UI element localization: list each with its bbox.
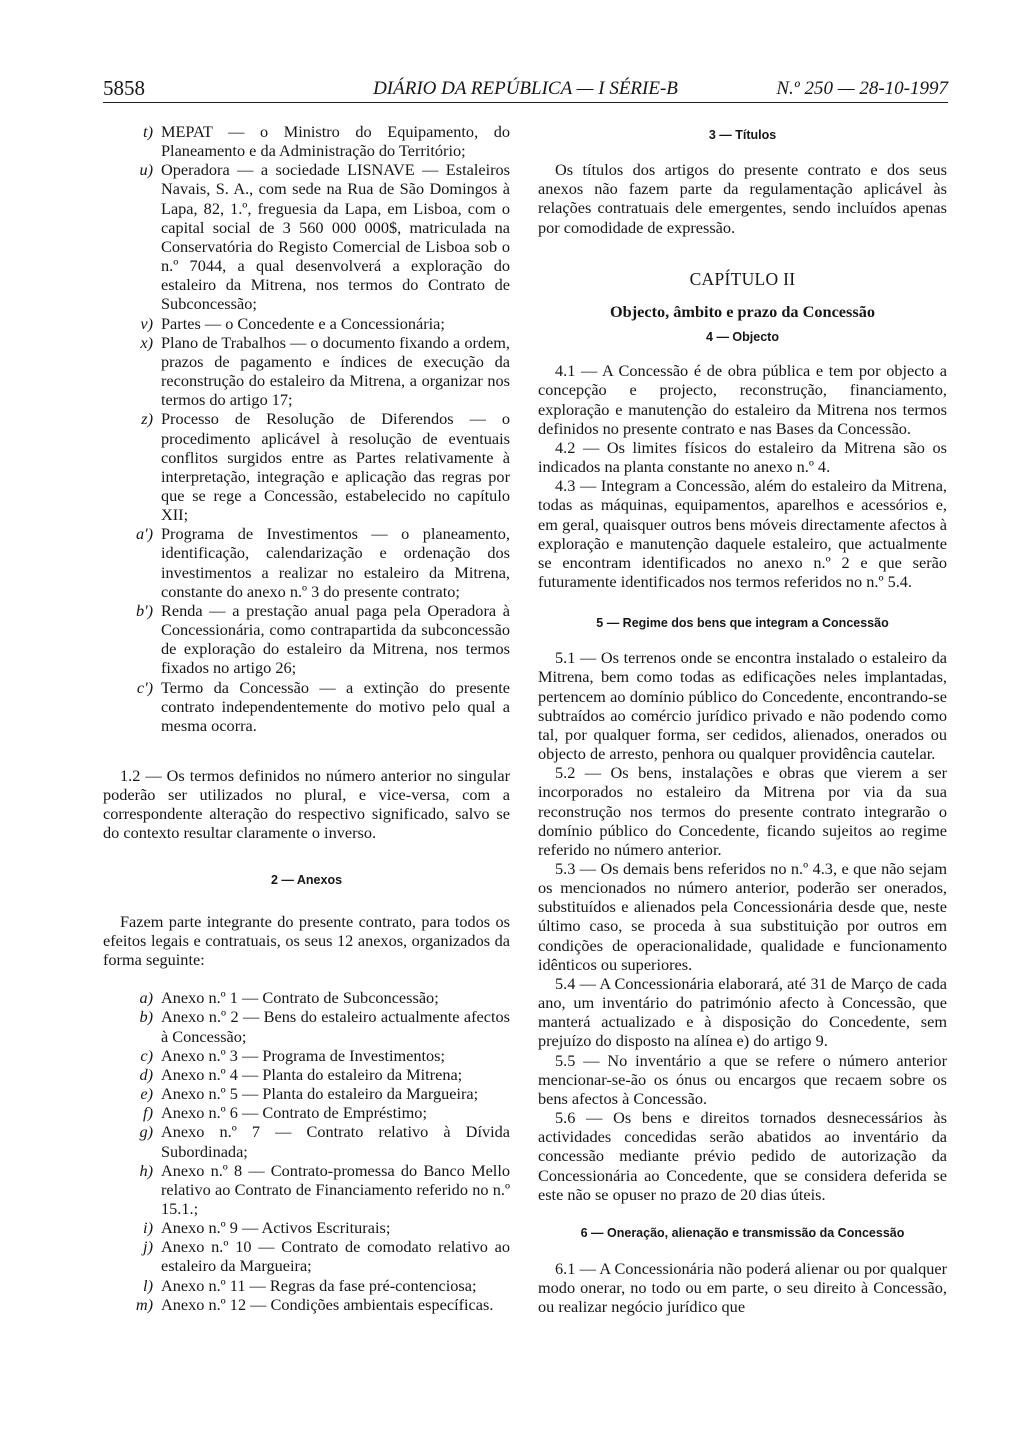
chapter-title: Objecto, âmbito e prazo da Concessão xyxy=(610,301,875,321)
item-label: b) xyxy=(139,1007,153,1027)
paragraph-4-3: 4.3 — Integram a Concessão, além do estaleiro da Mitrena, todas as máquinas, equipamentos, aparelhos e acessórios e, em geral, quaisquer outros bens móveis directamente afectos à exploração e manutenção daquele estaleiro, que actualmente se encontram identificados no anexo n.º 2 e que serão futuramente identificados nos termos referidos no n.º 5.4. xyxy=(538,476,947,591)
item-label: c) xyxy=(140,1045,153,1065)
item-label: a) xyxy=(139,988,153,1008)
item-label: e) xyxy=(140,1084,153,1104)
item-text: Programa de Investimentos — o planeamento, identificação, calendarização e ordenação dos investimentos a realizar no estaleiro da Mitrena, constante do anexo n.º 3 do presente contrato; xyxy=(161,524,510,601)
section-heading-regime: 5 — Regime dos bens que integram a Concessão xyxy=(596,616,889,631)
item-label: a') xyxy=(135,524,153,544)
item-text: Anexo n.º 1 — Contrato de Subconcessão; xyxy=(161,988,439,1008)
annex-item xyxy=(103,1295,510,1314)
item-label: t) xyxy=(143,122,153,141)
section-heading-objecto: 4 — Objecto xyxy=(706,330,779,345)
item-text: Partes — o Concedente e a Concessionária; xyxy=(161,313,445,333)
item-label: h) xyxy=(139,1160,153,1180)
item-text: Anexo n.º 10 — Contrato de comodato relativo ao estaleiro da Margueira; xyxy=(161,1237,510,1276)
annex-item xyxy=(103,1007,510,1045)
annex-item xyxy=(103,988,510,1007)
item-text: Processo de Resolução de Diferendos — o procedimento aplicável à resolução de eventuais conflitos surgidos entre as Partes relativamente à interpretação, integração e aplicação das regras por que se rege a Concessão, estabelecido no capítulo XII; xyxy=(161,409,510,525)
item-label: l) xyxy=(143,1275,153,1295)
annex-item xyxy=(103,1218,510,1237)
annex-item xyxy=(103,1276,510,1295)
item-label: x) xyxy=(140,332,153,352)
item-label: f) xyxy=(143,1103,153,1123)
item-label: m) xyxy=(135,1294,153,1314)
definition-item xyxy=(103,524,510,601)
definition-item xyxy=(103,160,510,313)
section-5-body xyxy=(538,648,947,1204)
definition-item xyxy=(103,314,510,333)
annex-item xyxy=(103,1122,510,1160)
right-column xyxy=(538,122,947,1316)
item-label: b') xyxy=(135,600,153,620)
item-text: Anexo n.º 3 — Programa de Investimentos; xyxy=(161,1045,446,1065)
definitions-list xyxy=(103,122,510,735)
item-label: c') xyxy=(136,677,153,697)
section-heading-titulos: 3 — Títulos xyxy=(708,128,777,142)
definition-item xyxy=(103,678,510,735)
paragraph-4-1: 4.1 — A Concessão é de obra pública e tem por objecto a concepção e projecto, reconstrução, financiamento, exploração e manutenção do estaleiro da Mitrena nos termos definidos no presente contrato e nas Bases da Concessão. xyxy=(538,361,947,438)
item-text: Anexo n.º 11 — Regras da fase pré-contenciosa; xyxy=(161,1275,477,1295)
annex-item xyxy=(103,1065,510,1084)
paragraph-5-3: 5.3 — Os demais bens referidos no n.º 4.3, e que não sejam os mencionados no número anterior, poderão ser onerados, substituídos e alienados pela Concessionária desde que, neste último caso, se proceda à sua substituição por outros em condições de operacionalidade, qualidade e funcionamento idênticos ou superiores. xyxy=(538,859,947,974)
paragraph-5-5: 5.5 — No inventário a que se refere o número anterior mencionar-se-ão os ónus ou encargos que recaem sobre os bens afectos à Concessão. xyxy=(538,1050,947,1108)
paragraph-5-4: 5.4 — A Concessionária elaborará, até 31 de Março de cada ano, um inventário do património afecto à Concessão, que manterá actualizado e à disposição do Concedente, sem prejuízo do disposto na alínea e) do artigo 9. xyxy=(538,973,947,1051)
item-label: u) xyxy=(139,160,153,180)
item-text: Termo da Concessão — a extinção do presente contrato independentemente do motivo pelo qual a mesma ocorra. xyxy=(161,677,510,735)
item-label: v) xyxy=(140,313,153,333)
item-text: Anexo n.º 4 — Planta do estaleiro da Mitrena; xyxy=(161,1064,463,1084)
item-text: Anexo n.º 2 — Bens do estaleiro actualmente afectos à Concessão; xyxy=(161,1007,510,1046)
annex-item xyxy=(103,1084,510,1103)
definition-item xyxy=(103,601,510,678)
annex-item xyxy=(103,1046,510,1065)
section-3-text: Os títulos dos artigos do presente contrato e dos seus anexos não fazem parte da regulamentação aplicável às relações contratuais dele emergentes, sendo incluídos apenas por comodidade de expressão. xyxy=(538,160,947,237)
section-heading-oneracao: 6 — Oneração, alienação e transmissão da Concessão xyxy=(580,1225,905,1240)
item-label: d) xyxy=(139,1064,153,1084)
item-label: z) xyxy=(141,409,153,429)
item-label: g) xyxy=(139,1122,153,1142)
annex-item xyxy=(103,1161,510,1218)
item-text: Operadora — a sociedade LISNAVE — Estaleiros Navais, S. A., com sede na Rua de São Domingos à Lapa, 82, 1.º, freguesia da Lapa, em Lisboa, com o capital social de 3 560 000 000$, matriculada na Conservatória do Registo Comercial de Lisboa sob o n.º 7044, a qual desenvolverá a exploração do estaleiro da Mitrena, nos termos do Contrato de Subconcessão; xyxy=(161,160,510,314)
definition-item xyxy=(103,122,510,160)
item-text: Anexo n.º 8 — Contrato-promessa do Banco Mello relativo ao Contrato de Financiamento referido no n.º 15.1.; xyxy=(161,1160,510,1218)
page-number: 5858 xyxy=(103,76,145,100)
section-4-body xyxy=(538,361,947,591)
paragraph-6-1: 6.1 — A Concessionária não poderá alienar ou por qualquer modo onerar, no todo ou em parte, o seu direito à Concessão, ou realizar negócio jurídico que xyxy=(538,1258,947,1317)
item-label: i) xyxy=(143,1218,153,1238)
page-header xyxy=(103,76,948,103)
paragraph-4-2: 4.2 — Os limites físicos do estaleiro da Mitrena são os indicados na planta constante no anexo n.º 4. xyxy=(538,437,947,477)
item-text: Anexo n.º 6 — Contrato de Empréstimo; xyxy=(161,1103,427,1123)
paragraph-5-6: 5.6 — Os bens e direitos tornados desnecessários às actividades concedidas serão abatidos ao inventário da concessão mediante prévio pedido de autorização da Concessionária ao Concedente, que se considera deferida se este não se opuser no prazo de 20 dias úteis. xyxy=(538,1108,947,1204)
paragraph-5-2: 5.2 — Os bens, instalações e obras que vierem a ser incorporados no estaleiro da Mitrena por via da sua reconstrução nos termos do presente contrato integrarão o domínio público do Concedente, ficando sujeitos ao regime referido no número anterior. xyxy=(538,763,947,859)
annexes-list xyxy=(103,988,510,1314)
section-heading-anexos: 2 — Anexos xyxy=(270,872,343,887)
paragraph-1-2: 1.2 — Os termos definidos no número anterior no singular poderão ser utilizados no plural, e vice-versa, com a correspondente alteração do respectivo significado, salvo se do contexto resultar claramente o inverso. xyxy=(103,766,510,843)
journal-title: DIÁRIO DA REPÚBLICA — I SÉRIE-B xyxy=(373,78,678,99)
definition-item xyxy=(103,333,510,410)
chapter-heading: CAPÍTULO II xyxy=(689,268,796,289)
definition-item xyxy=(103,409,510,524)
item-text: MEPAT — o Ministro do Equipamento, do Planeamento e da Administração do Território; xyxy=(161,122,510,161)
item-text: Anexo n.º 9 — Activos Escriturais; xyxy=(161,1218,391,1238)
item-text: Renda — a prestação anual paga pela Operadora à Concessionária, como contrapartida da subconcessão de exploração do estaleiro da Mitrena, nos termos fixados no artigo 26; xyxy=(161,600,510,678)
item-text: Anexo n.º 5 — Planta do estaleiro da Margueira; xyxy=(161,1084,479,1104)
item-label: j) xyxy=(143,1237,153,1257)
item-text: Plano de Trabalhos — o documento fixando a ordem, prazos de pagamento e índices de execução da reconstrução do estaleiro da Mitrena, a organizar nos termos do artigo 17; xyxy=(161,332,510,410)
item-text: Anexo n.º 7 — Contrato relativo à Dívida Subordinada; xyxy=(161,1122,510,1161)
annex-item xyxy=(103,1237,510,1275)
annexes-intro: Fazem parte integrante do presente contrato, para todos os efeitos legais e contratuais, os seus 12 anexos, organizados da forma seguinte: xyxy=(103,911,510,970)
item-text: Anexo n.º 12 — Condições ambientais específicas. xyxy=(161,1294,494,1314)
annex-item xyxy=(103,1103,510,1122)
left-column xyxy=(103,122,510,1314)
paragraph-5-1: 5.1 — Os terrenos onde se encontra instalado o estaleiro da Mitrena, bem como todas as edificações neles implantadas, pertencem ao domínio público do Concedente, encontrando-se subtraídos ao comércio jurídico privado e não podendo como tal, por qualquer forma, ser cedidos, alienados, onerados ou objecto de arresto, penhora ou qualquer providência cautelar. xyxy=(538,648,947,764)
issue-info: N.º 250 — 28-10-1997 xyxy=(776,78,948,99)
